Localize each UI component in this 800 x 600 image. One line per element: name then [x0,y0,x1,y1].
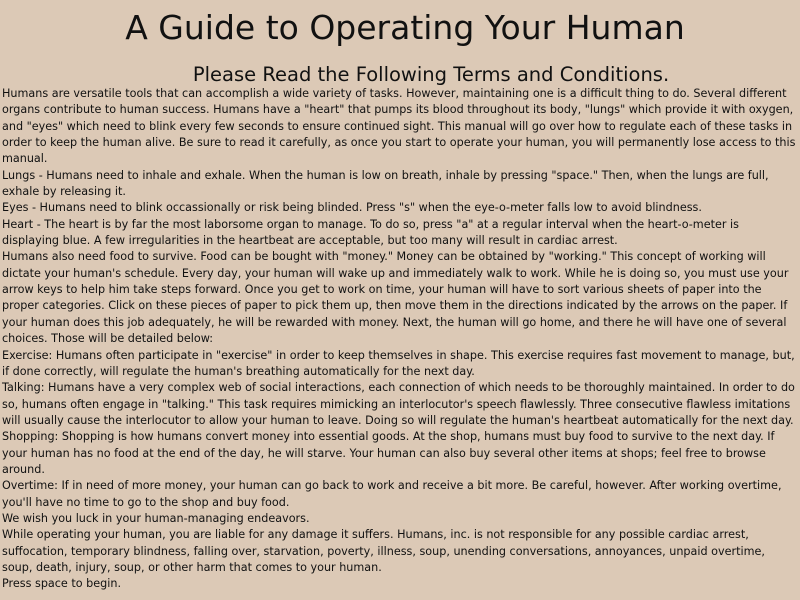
heart-instructions: Heart - The heart is by far the most laborsome organ to manage. To do so, press "a" at a regular interval when the heart-o-meter is displaying blue. A few irregularities in the heartbeat are acceptable, but too many will result in cardiac arrest. [2,217,739,248]
shopping-option: Shopping: Shopping is how humans convert money into essential goods. At the shop, humans must buy food to survive to the next day. If your human has no food at the end of the day, he will starve. Your human can also buy several other items at shops; feel free to browse around. [2,430,775,476]
talking-option: Talking: Humans have a very complex web of social interactions, each connection of which needs to be thoroughly maintained. In order to do so, humans often engage in "talking." This task requires mimicking an interlocutor's speech flawlessly. Three consecutive flawless imitations will usually cause the interlocutor to allow your human to leave. Doing so will regulate the human's heartbeat automatically for the next day. [2,381,795,427]
manual-text [2,86,798,593]
eyes-instructions: Eyes - Humans need to blink occassionally or risk being blinded. Press "s" when the eye-o-meter falls low to avoid blindness. [2,201,702,215]
liability-disclaimer: While operating your human, you are liable for any damage it suffers. Humans, inc. is not responsible for any possible cardiac arrest, suffocation, temporary blindness, falling over, starvation, poverty, illness, soup, unending conversations, annoyances, unpaid overtime, soup, death, injury, soup, or other harm that comes to your human. [2,528,765,574]
terms-heading: Please Read the Following Terms and Conditions. [192,63,670,86]
lungs-instructions: Lungs - Humans need to inhale and exhale. When the human is low on breath, inhale by pressing "space." Then, when the lungs are full, exhale by releasing it. [2,168,769,199]
start-prompt: Press space to begin. [2,577,122,591]
intro-paragraph: Humans are versatile tools that can accomplish a wide variety of tasks. However, maintaining one is a difficult thing to do. Several different organs contribute to human success. Humans have a "heart" that pumps its blood throughout its body, "lungs" which provide it with oxygen, and "eyes" which need to blink every few seconds to ensure continued sight. This manual will go over how to regulate each of these tasks in order to keep the human alive. Be sure to read it carefully, as once you start to operate your human, you will permanently lose access to this manual. [2,87,796,166]
overtime-option: Overtime: If in need of more money, your human can go back to work and receive a bit more. Be careful, however. After working overtime, you'll have no time to go to the shop and buy food. [2,479,782,509]
food-work-paragraph: Humans also need food to survive. Food can be bought with "money." Money can be obtained by "working." This concept of working will dictate your human's schedule. Every day, your human will wake up and immediately walk to work. While he is doing so, you must use your arrow keys to help him take steps forward. Once you get to work on time, your human will have to sort various sheets of paper into the proper categories. Click on these pieces of paper to pick them up, then move them in the directions indicated by the arrows on the paper. If your human does this job adequately, he will be rewarded with money. Next, the human will go home, and there he will have one of several choices. Those will be detailed below: [2,250,789,346]
game-title: A Guide to Operating Your Human [125,8,685,47]
good-luck-line: We wish you luck in your human-managing endeavors. [2,511,310,525]
exercise-option: Exercise: Humans often participate in "exercise" in order to keep themselves in shape. This exercise requires fast movement to manage, but, if done correctly, will regulate the human's breathing automatically for the next day. [2,348,795,378]
